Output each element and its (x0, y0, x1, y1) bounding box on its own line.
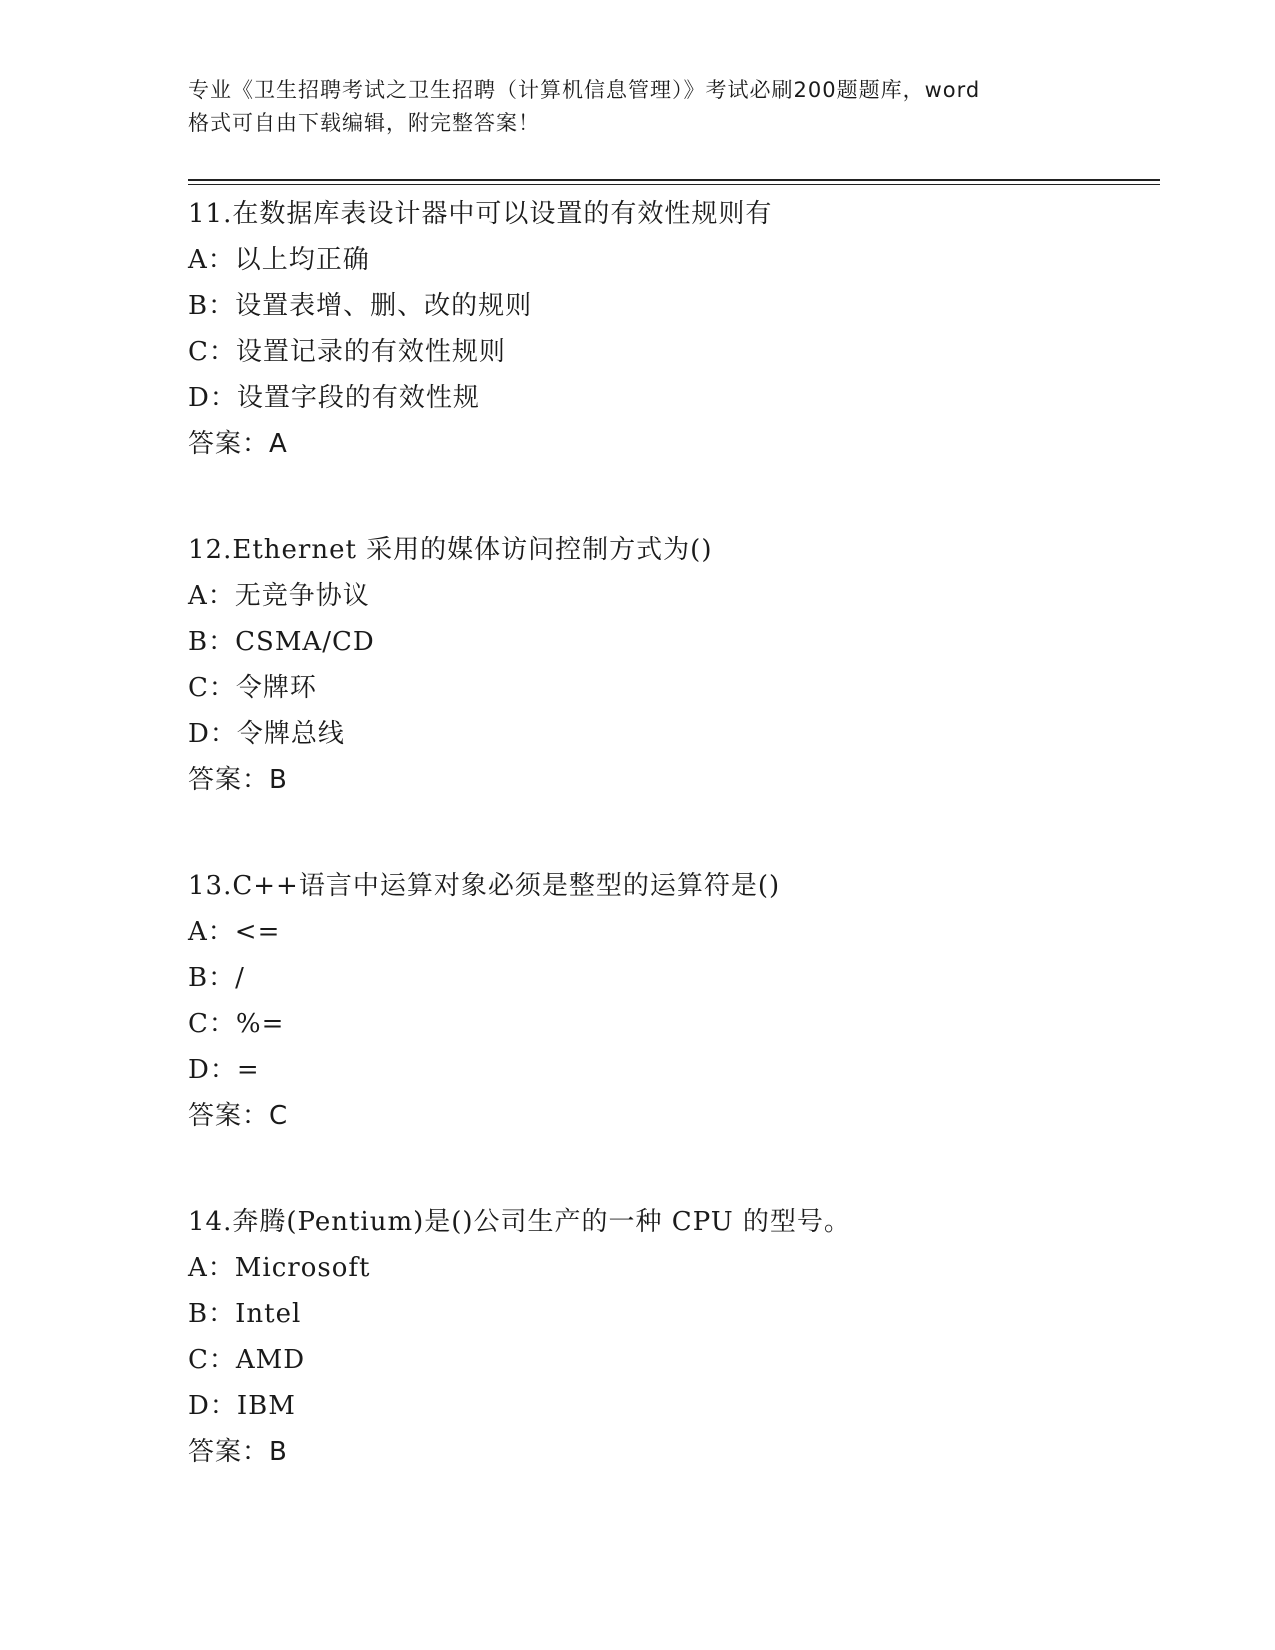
option-text: 设置表增、删、改的规则 (235, 291, 533, 321)
option-letter: A： (188, 917, 235, 947)
option-letter: A： (188, 581, 235, 611)
option-text: 设置记录的有效性规则 (235, 337, 506, 367)
option-text: IBM (236, 1391, 296, 1421)
question-14 (188, 1199, 1148, 1475)
question-stem: 12.Ethernet 采用的媒体访问控制方式为() (188, 535, 713, 565)
header-line-1: 专业《卫生招聘考试之卫生招聘（计算机信息管理）》考试必刷200题题库，word (188, 78, 981, 102)
option-letter: C： (188, 1345, 236, 1375)
header-divider-thin (188, 184, 1160, 185)
answer-label: 答案：B (188, 1437, 288, 1467)
option-letter: B： (188, 963, 236, 993)
option-text: AMD (235, 1345, 306, 1375)
option-c (188, 665, 1148, 711)
option-letter: D： (188, 1391, 237, 1421)
option-text: 无竞争协议 (234, 581, 370, 611)
option-text: 令牌总线 (236, 719, 345, 749)
option-d (188, 711, 1148, 757)
question-12 (188, 527, 1148, 803)
option-b (188, 619, 1148, 665)
option-c (188, 1001, 1148, 1047)
document-header (188, 74, 1088, 140)
option-text: = (236, 1055, 260, 1085)
option-b (188, 955, 1148, 1001)
answer-label: 答案：B (188, 765, 288, 795)
question-stem: 14.奔腾(Pentium)是()公司生产的一种 CPU 的型号。 (188, 1207, 851, 1237)
option-text: Microsoft (234, 1253, 371, 1283)
option-letter: B： (188, 1299, 236, 1329)
option-text: 以上均正确 (234, 245, 370, 275)
option-text: 令牌环 (235, 673, 317, 703)
option-letter: D： (188, 1055, 237, 1085)
option-a (188, 237, 1148, 283)
question-11 (188, 191, 1148, 467)
option-d (188, 1047, 1148, 1093)
option-text: %= (235, 1009, 285, 1039)
answer-label: 答案：C (188, 1101, 289, 1131)
option-b (188, 1291, 1148, 1337)
option-letter: B： (188, 627, 236, 657)
option-a (188, 1245, 1148, 1291)
question-list (188, 191, 1148, 1535)
option-d (188, 1383, 1148, 1429)
option-letter: C： (188, 1009, 236, 1039)
option-c (188, 329, 1148, 375)
option-text: / (235, 963, 245, 993)
option-letter: C： (188, 337, 236, 367)
option-text: <= (234, 917, 281, 947)
question-stem: 11.在数据库表设计器中可以设置的有效性规则有 (188, 199, 773, 229)
option-text: CSMA/CD (235, 627, 375, 657)
option-letter: C： (188, 673, 236, 703)
option-a (188, 909, 1148, 955)
option-a (188, 573, 1148, 619)
option-letter: D： (188, 383, 237, 413)
header-divider-thick (188, 179, 1160, 181)
question-stem: 13.C++语言中运算对象必须是整型的运算符是() (188, 871, 781, 901)
option-letter: B： (188, 291, 236, 321)
answer-label: 答案：A (188, 429, 288, 459)
question-13 (188, 863, 1148, 1139)
option-letter: A： (188, 1253, 235, 1283)
option-letter: D： (188, 719, 237, 749)
option-text: 设置字段的有效性规 (236, 383, 480, 413)
header-line-2: 格式可自由下载编辑，附完整答案！ (188, 111, 540, 135)
option-d (188, 375, 1148, 421)
option-letter: A： (188, 245, 235, 275)
option-c (188, 1337, 1148, 1383)
option-text: Intel (235, 1299, 302, 1329)
option-b (188, 283, 1148, 329)
